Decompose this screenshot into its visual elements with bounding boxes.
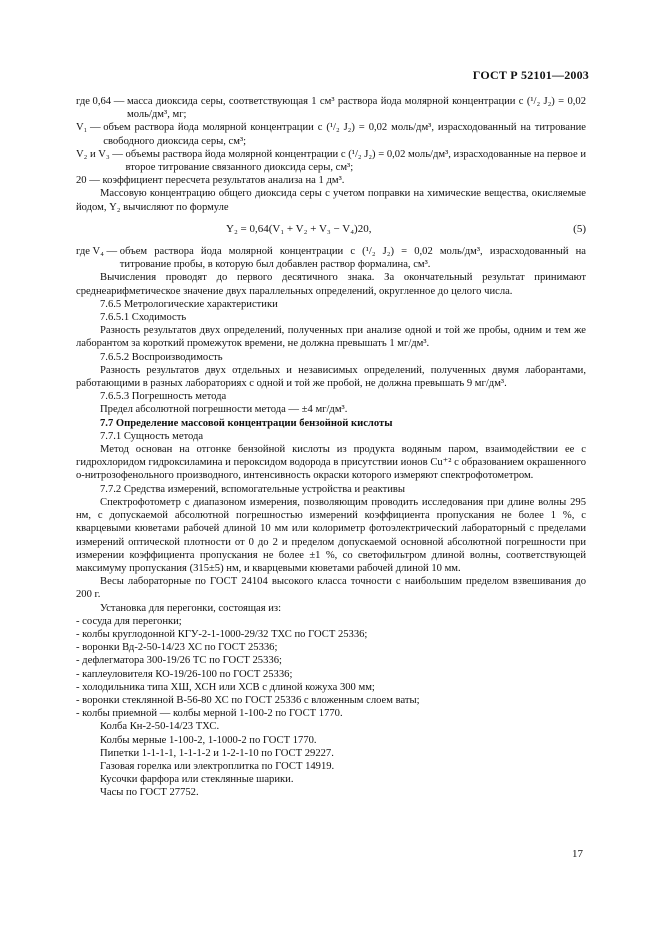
section-7-6-5-2: 7.6.5.2 Воспроизводимость xyxy=(100,351,223,363)
document-body xyxy=(76,95,586,800)
where-label: где 0,64 — xyxy=(76,96,127,107)
where-item xyxy=(76,148,586,174)
section-7-6-5-1: 7.6.5.1 Сходимость xyxy=(100,312,187,324)
equipment-item: Колба Кн-2-50-14/23 ТХС. xyxy=(100,721,220,733)
where-definition: объем раствора йода молярной концентрации c (¹/₂ J₂) = 0,02 моль/дм³, израсходованный на титрование пробы, в которую был добавлен раствор формалина, см³. xyxy=(119,246,586,271)
equipment-item: Колбы мерные 1-100-2, 1-1000-2 по ГОСТ 1770. xyxy=(100,734,317,746)
standard-header: ГОСТ Р 52101—2003 xyxy=(472,68,589,82)
section-7-6-5-3: 7.6.5.3 Погрешность метода xyxy=(100,391,227,403)
paragraph-distillation-setup: Установка для перегонки, состоящая из: xyxy=(100,602,282,614)
list-item: - холодильника типа ХШ, ХСН или ХСВ с длиной кожуха 300 мм; xyxy=(76,681,375,693)
distillation-list xyxy=(76,615,586,721)
section-7-7-heading: 7.7 Определение массовой концентрации бензойной кислоты xyxy=(100,417,393,429)
where-item xyxy=(76,95,586,121)
where-label: где V₄ — xyxy=(76,246,120,258)
paragraph-scales: Весы лабораторные по ГОСТ 24104 высокого класса точности с наибольшим пределом взвешивания до 200 г. xyxy=(76,576,586,601)
list-item: - сосуда для перегонки; xyxy=(76,615,182,627)
where-definition: коэффициент пересчета результатов анализа на 1 дм³. xyxy=(102,175,345,187)
section-7-7-2: 7.7.2 Средства измерений, вспомогательные устройства и реактивы xyxy=(100,483,406,495)
section-7-7-1: 7.7.1 Сущность метода xyxy=(100,430,204,442)
page-number: 17 xyxy=(572,848,583,860)
where-item-v4 xyxy=(76,245,586,271)
section-7-6-5: 7.6.5 Метрологические характеристики xyxy=(100,298,278,310)
formula-number: (5) xyxy=(573,222,586,235)
where-definition: масса диоксида серы, соответствующая 1 см³ раствора йода молярной концентрации c (¹/₂ J₂) = 0,02 моль/дм³, мг; xyxy=(127,96,586,121)
paragraph-7-6-5-3: Предел абсолютной погрешности метода — ±4 мг/дм³. xyxy=(100,404,348,416)
paragraph-total-so2: Массовую концентрацию общего диоксида серы с учетом поправки на химические вещества, окисляемые йодом, Y₂ вычисляют по формуле xyxy=(76,188,586,213)
where-label: 20 — xyxy=(76,175,103,187)
paragraph-7-7-1: Метод основан на отгонке бензойной кислоты из продукта водяным паром, взаимодействии ее с гидрохлоридом гидроксиламина и пероксидом водорода в присутствии ионов Cu⁺² с образованием окрашенного о-нитрозофенольного производного, интенсивность окраски которого измеряют спектрофотометром. xyxy=(76,444,586,482)
paragraph-7-6-5-2: Разность результатов двух отдельных и независимых определений, полученных двумя лаборантами, работающими в разных лабораториях с одной и той же пробой, не должна превышать 9 мг/дм³. xyxy=(76,364,586,390)
where-label: V₁ — xyxy=(76,122,104,134)
paragraph-calculation: Вычисления проводят до первого десятичного знака. За окончательный результат принимают среднеарифметическое значение двух параллельных определений, округленное до целого числа. xyxy=(76,272,586,297)
equipment-item: Кусочки фарфора или стеклянные шарики. xyxy=(100,774,294,786)
paragraph-spectrophotometer: Спектрофотометр с диапазоном измерения, позволяющим проводить исследования при длине волны 295 нм, с допускаемой абсолютной погрешностью измерений коэффициента пропускания не более 1 %, с кварцевыми кюветами рабочей длиной 10 мм или колориметр фотоэлектрический лабораторный с пределами измерений оптической плотности от 0 до 2 и пределом допускаемой основной абсолютной погрешности при измерении коэффициента пропускания не более ±1 %, со светофильтром длиной волны, соответствующей максимуму пропускания (315±5) нм, и кварцевыми кюветами рабочей длиной 10 мм. xyxy=(76,496,586,574)
list-item: - колбы круглодонной КГУ-2-1-1000-29/32 ТХС по ГОСТ 25336; xyxy=(76,628,368,640)
paragraph-7-6-5-1: Разность результатов двух определений, полученных при анализе одной и той же пробы, одним и тем же лаборантом за короткий промежуток времени, не должна превышать 1 мг/дм³. xyxy=(76,325,586,350)
where-item xyxy=(76,121,586,147)
list-item: - дефлегматора 300-19/26 ТС по ГОСТ 25336; xyxy=(76,655,282,667)
list-item: - колбы приемной — колбы мерной 1-100-2 по ГОСТ 1770. xyxy=(76,708,343,720)
equipment-item: Часы по ГОСТ 27752. xyxy=(100,787,199,799)
where-definition: объемы раствора йода молярной концентрации c (¹/₂ J₂) = 0,02 моль/дм³, израсходованные на первое и второе титрование связанного диоксида серы, см³; xyxy=(125,148,586,174)
equipment-item: Пипетки 1-1-1-1, 1-1-1-2 и 1-2-1-10 по ГОСТ 29227. xyxy=(100,747,334,759)
list-item: - воронки Вд-2-50-14/23 ХС по ГОСТ 25336; xyxy=(76,642,278,654)
where-definition: объем раствора йода молярной концентрации c (¹/₂ J₂) = 0,02 моль/дм³, израсходованный на титрование свободного диоксида серы, см³; xyxy=(103,122,586,147)
formula-expression: Y₂ = 0,64(V₁ + V₂ + V₃ − V₄)20, xyxy=(226,222,372,235)
where-label: V₂ и V₃ — xyxy=(76,148,126,160)
where-item xyxy=(76,174,586,187)
formula-5 xyxy=(76,223,586,236)
list-item: - воронки стеклянной В-56-80 ХС по ГОСТ 25336 с вложенным слоем ваты; xyxy=(76,694,420,706)
list-item: - каплеуловителя КО-19/26-100 по ГОСТ 25336; xyxy=(76,668,293,680)
equipment-item: Газовая горелка или электроплитка по ГОСТ 14919. xyxy=(100,760,335,772)
